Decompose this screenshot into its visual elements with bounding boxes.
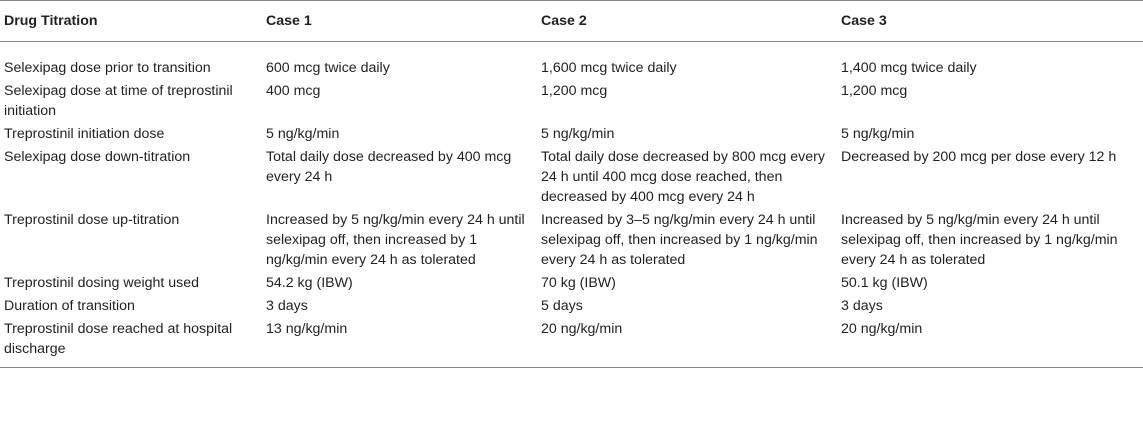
row-label: Duration of transition <box>4 298 135 314</box>
row-label: Treprostinil dose up-titration <box>4 212 180 228</box>
row-label: Selexipag dose prior to transition <box>4 60 211 76</box>
table-row <box>0 319 1143 368</box>
cell-case-3: 20 ng/kg/min <box>841 321 923 337</box>
cell-case-3: 3 days <box>841 298 883 314</box>
cell-case-2: 5 days <box>541 298 583 314</box>
cell-case-2: 20 ng/kg/min <box>541 321 623 337</box>
table-body <box>0 42 1143 368</box>
cell-case-2: 1,200 mcg <box>541 83 608 99</box>
header-case-2: Case 2 <box>541 13 587 29</box>
cell-case-1: Increased by 5 ng/kg/min every 24 h until selexipag off, then increased by 1 ng/kg/min every 24 h as tolerated <box>266 212 525 268</box>
header-case-1: Case 1 <box>266 13 312 29</box>
table-header <box>0 1 1143 42</box>
cell-case-2: Total daily dose decreased by 800 mcg every 24 h until 400 mcg dose reached, then decreased by 400 mcg every 24 h <box>541 149 825 205</box>
cell-case-2: 1,600 mcg twice daily <box>541 60 677 76</box>
cell-case-3: 1,400 mcg twice daily <box>841 60 977 76</box>
cell-case-1: 54.2 kg (IBW) <box>266 275 353 291</box>
table-row <box>0 124 1143 147</box>
table-row <box>0 81 1143 124</box>
cell-case-3: 1,200 mcg <box>841 83 908 99</box>
table-row <box>0 42 1143 82</box>
cell-case-1: Total daily dose decreased by 400 mcg every 24 h <box>266 149 512 185</box>
cell-case-1: 3 days <box>266 298 308 314</box>
cell-case-1: 13 ng/kg/min <box>266 321 348 337</box>
row-label: Treprostinil initiation dose <box>4 126 165 142</box>
row-label: Treprostinil dose reached at hospital discharge <box>4 321 233 357</box>
cell-case-1: 400 mcg <box>266 83 321 99</box>
cell-case-3: 5 ng/kg/min <box>841 126 915 142</box>
row-label: Selexipag dose at time of treprostinil initiation <box>4 83 233 119</box>
row-label: Selexipag dose down-titration <box>4 149 191 165</box>
cell-case-3: Increased by 5 ng/kg/min every 24 h until selexipag off, then increased by 1 ng/kg/min every 24 h as tolerated <box>841 212 1118 268</box>
cell-case-3: 50.1 kg (IBW) <box>841 275 928 291</box>
table-row <box>0 296 1143 319</box>
cell-case-2: Increased by 3–5 ng/kg/min every 24 h until selexipag off, then increased by 1 ng/kg/min every 24 h as tolerated <box>541 212 818 268</box>
cell-case-2: 70 kg (IBW) <box>541 275 616 291</box>
table-row <box>0 147 1143 210</box>
cell-case-1: 600 mcg twice daily <box>266 60 390 76</box>
cell-case-2: 5 ng/kg/min <box>541 126 615 142</box>
table-row <box>0 210 1143 273</box>
row-label: Treprostinil dosing weight used <box>4 275 200 291</box>
header-row <box>0 1 1143 42</box>
header-case-3: Case 3 <box>841 13 887 29</box>
table-row <box>0 273 1143 296</box>
header-drug-titration: Drug Titration <box>4 13 98 29</box>
cell-case-3: Decreased by 200 mcg per dose every 12 h <box>841 149 1117 165</box>
cell-case-1: 5 ng/kg/min <box>266 126 340 142</box>
